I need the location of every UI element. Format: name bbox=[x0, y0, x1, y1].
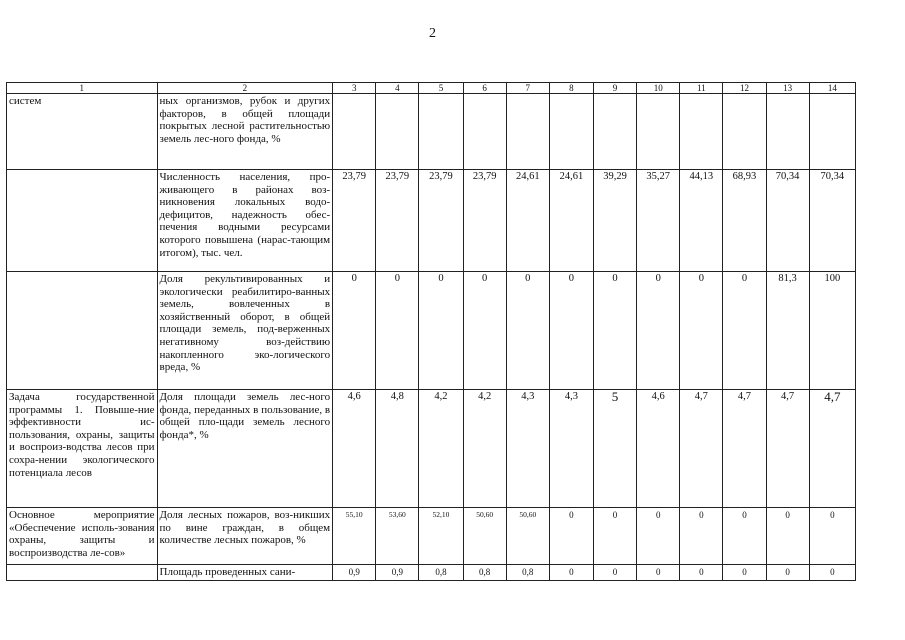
column-number: 2 bbox=[157, 83, 333, 94]
value-cell: 0,8 bbox=[419, 565, 463, 581]
value-cell bbox=[637, 94, 680, 170]
value-cell: 0 bbox=[376, 272, 419, 390]
column-number: 9 bbox=[593, 83, 636, 94]
value-cell: 81,3 bbox=[766, 272, 809, 390]
indicator-cell: Доля площади земель лес-ного фонда, переданных в пользование, в общей пло-щади земель лесного фонда*, % bbox=[157, 390, 333, 508]
value-cell: 0 bbox=[549, 565, 593, 581]
value-cell: 70,34 bbox=[766, 170, 809, 272]
column-number: 3 bbox=[333, 83, 376, 94]
value-cell: 68,93 bbox=[723, 170, 766, 272]
value-cell: 4,3 bbox=[506, 390, 549, 508]
value-cell: 55,10 bbox=[333, 508, 376, 565]
table-row bbox=[7, 565, 856, 581]
value-cell: 0 bbox=[680, 565, 723, 581]
value-cell: 23,79 bbox=[419, 170, 463, 272]
column-number: 5 bbox=[419, 83, 463, 94]
value-cell: 0 bbox=[593, 508, 636, 565]
value-cell: 0 bbox=[637, 508, 680, 565]
value-cell: 4,6 bbox=[637, 390, 680, 508]
column-number: 7 bbox=[506, 83, 549, 94]
value-cell: 0 bbox=[593, 565, 636, 581]
value-cell bbox=[549, 94, 593, 170]
value-cell: 23,79 bbox=[463, 170, 506, 272]
value-cell bbox=[333, 94, 376, 170]
value-cell: 39,29 bbox=[593, 170, 636, 272]
value-cell: 4,2 bbox=[463, 390, 506, 508]
indicators-table bbox=[6, 82, 856, 581]
value-cell: 0 bbox=[637, 272, 680, 390]
value-cell: 5 bbox=[593, 390, 636, 508]
indicator-cell: ных организмов, рубок и других факторов, в общей площади покрытых лесной растительностью земель лес-ного фонда, % bbox=[157, 94, 333, 170]
column-number: 11 bbox=[680, 83, 723, 94]
value-cell bbox=[506, 94, 549, 170]
column-number: 4 bbox=[376, 83, 419, 94]
value-cell: 4,8 bbox=[376, 390, 419, 508]
value-cell bbox=[723, 94, 766, 170]
column-number-row bbox=[7, 83, 856, 94]
value-cell bbox=[680, 94, 723, 170]
value-cell: 52,10 bbox=[419, 508, 463, 565]
value-cell: 100 bbox=[809, 272, 855, 390]
table-row bbox=[7, 508, 856, 565]
column-number: 10 bbox=[637, 83, 680, 94]
value-cell: 50,60 bbox=[506, 508, 549, 565]
column-number: 8 bbox=[549, 83, 593, 94]
value-cell: 50,60 bbox=[463, 508, 506, 565]
indicator-cell: Площадь проведенных сани- bbox=[157, 565, 333, 581]
value-cell: 0 bbox=[637, 565, 680, 581]
value-cell: 24,61 bbox=[549, 170, 593, 272]
value-cell: 0 bbox=[809, 565, 855, 581]
value-cell: 0 bbox=[723, 272, 766, 390]
value-cell: 4,7 bbox=[723, 390, 766, 508]
value-cell: 0 bbox=[723, 565, 766, 581]
value-cell: 0 bbox=[809, 508, 855, 565]
value-cell: 0 bbox=[766, 508, 809, 565]
value-cell: 0 bbox=[419, 272, 463, 390]
table-row bbox=[7, 170, 856, 272]
value-cell: 0 bbox=[680, 508, 723, 565]
value-cell bbox=[419, 94, 463, 170]
value-cell: 0 bbox=[723, 508, 766, 565]
goal-cell: Задача государственной программы 1. Повыше-ние эффективности ис-пользования, охраны, защиты и воспроиз-водства лесов при сохра-нении экологического потенциала лесов bbox=[7, 390, 158, 508]
value-cell bbox=[376, 94, 419, 170]
page-number: 2 bbox=[429, 26, 436, 41]
indicator-cell: Доля лесных пожаров, воз-никших по вине граждан, в общем количестве лесных пожаров, % bbox=[157, 508, 333, 565]
value-cell: 4,7 bbox=[680, 390, 723, 508]
value-cell: 0 bbox=[549, 508, 593, 565]
value-cell: 4,3 bbox=[549, 390, 593, 508]
value-cell: 4,2 bbox=[419, 390, 463, 508]
table-row bbox=[7, 390, 856, 508]
value-cell: 0,9 bbox=[376, 565, 419, 581]
value-cell: 0 bbox=[463, 272, 506, 390]
value-cell: 23,79 bbox=[376, 170, 419, 272]
value-cell: 0 bbox=[680, 272, 723, 390]
column-number: 13 bbox=[766, 83, 809, 94]
table-row bbox=[7, 272, 856, 390]
value-cell: 4,7 bbox=[766, 390, 809, 508]
indicator-cell: Доля рекультивированных и экологически реабилитиро-ванных земель, вовлеченных в хозяйственный оборот, в общей площади земель, под-верженных негативному воз-действию накопленного эко-логического вреда, % bbox=[157, 272, 333, 390]
value-cell: 0,9 bbox=[333, 565, 376, 581]
value-cell: 0 bbox=[506, 272, 549, 390]
value-cell: 0,8 bbox=[463, 565, 506, 581]
value-cell: 0 bbox=[766, 565, 809, 581]
column-number: 14 bbox=[809, 83, 855, 94]
value-cell: 0 bbox=[549, 272, 593, 390]
column-number: 1 bbox=[7, 83, 158, 94]
value-cell: 44,13 bbox=[680, 170, 723, 272]
value-cell bbox=[593, 94, 636, 170]
value-cell: 0 bbox=[593, 272, 636, 390]
value-cell: 4,6 bbox=[333, 390, 376, 508]
value-cell: 0,8 bbox=[506, 565, 549, 581]
value-cell: 35,27 bbox=[637, 170, 680, 272]
value-cell: 23,79 bbox=[333, 170, 376, 272]
column-number: 6 bbox=[463, 83, 506, 94]
value-cell: 4,7 bbox=[809, 390, 855, 508]
value-cell: 53,60 bbox=[376, 508, 419, 565]
goal-cell bbox=[7, 272, 158, 390]
value-cell bbox=[463, 94, 506, 170]
goal-cell: Основное мероприятие «Обеспечение исполь-зования охраны, защиты и воспроизводства ле-сов» bbox=[7, 508, 158, 565]
value-cell: 70,34 bbox=[809, 170, 855, 272]
table-row bbox=[7, 94, 856, 170]
column-number: 12 bbox=[723, 83, 766, 94]
value-cell bbox=[766, 94, 809, 170]
goal-cell bbox=[7, 565, 158, 581]
value-cell: 24,61 bbox=[506, 170, 549, 272]
indicator-cell: Численность населения, про-живающего в районах воз-никновения локальных водо-дефицитов, надежность обес-печения водными ресурсами которого повышена (нараc-тающим итогом), тыс. чел. bbox=[157, 170, 333, 272]
value-cell: 0 bbox=[333, 272, 376, 390]
goal-cell bbox=[7, 170, 158, 272]
goal-cell: систем bbox=[7, 94, 158, 170]
value-cell bbox=[809, 94, 855, 170]
